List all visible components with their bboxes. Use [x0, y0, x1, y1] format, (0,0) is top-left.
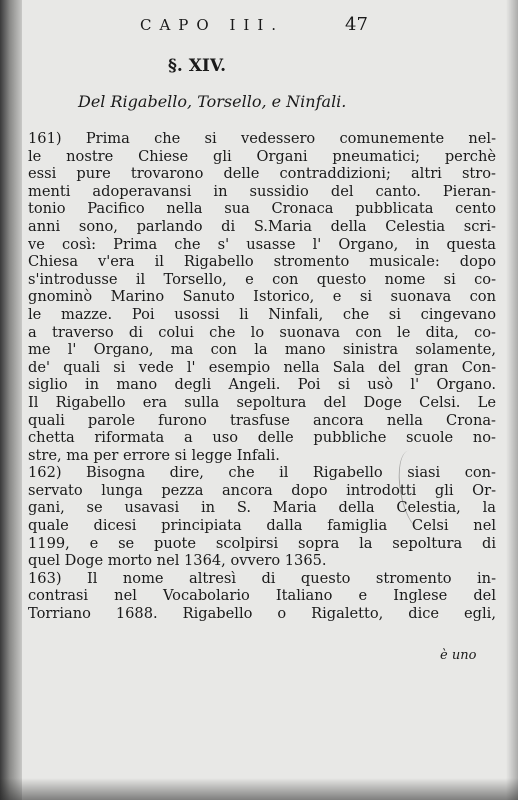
text-line: 161) Prima che si vedessero comunemente nel-: [28, 130, 496, 147]
text-line: essi pure trovarono delle contraddizioni; altri stro-: [28, 165, 496, 183]
text-line: 1199, e se puote scolpirsi sopra la sepoltura di: [28, 534, 496, 552]
catchword: è uno: [440, 648, 477, 663]
text-line: ve così: Prima che s' usasse l' Organo, in questa: [28, 235, 496, 253]
page-number: 47: [345, 14, 368, 35]
text-line: stre, ma per errore si legge Infali.: [28, 446, 280, 464]
text-line: me l' Organo, ma con la mano sinistra solamente,: [28, 341, 496, 359]
text-line: contrasi nel Vocabolario Italiano e Inglese del: [28, 587, 496, 605]
section-title: Del Rigabello, Torsello, e Ninfali.: [78, 92, 347, 111]
text-line: Chiesa v'era il Rigabello stromento musicale: dopo: [28, 253, 496, 271]
running-header: CAPO III.: [140, 16, 285, 34]
text-line: le nostre Chiese gli Organi pneumatici; perchè: [28, 147, 496, 165]
text-line: a traverso di colui che lo suonava con le dita, co-: [28, 323, 496, 341]
text-line: siglio in mano degli Angeli. Poi si usò l' Organo.: [28, 376, 496, 394]
text-line: 163) Il nome altresì di questo stromento in-: [28, 569, 496, 587]
page-edge-shadow: [506, 0, 518, 800]
text-line: quel Doge morto nel 1364, ovvero 1365.: [28, 552, 327, 570]
text-line: tonio Pacifico nella sua Cronaca pubblicata cento: [28, 200, 496, 218]
text-line: chetta riformata a uso delle pubbliche scuole no-: [28, 429, 496, 447]
text-line: Torriano 1688. Rigabello o Rigaletto, dice egli,: [28, 605, 496, 623]
body-text: [28, 130, 496, 623]
text-line: de' quali si vede l' esempio nella Sala del gran Con-: [28, 358, 496, 376]
text-line: le mazze. Poi usossi li Ninfali, che si cingevano: [28, 305, 496, 323]
text-line: gnominò Marino Sanuto Istorico, e si suonava con: [28, 288, 496, 306]
text-line: 162) Bisogna dire, che il Rigabello siasi con-: [28, 464, 496, 482]
page-bottom-shadow: [0, 778, 518, 800]
text-line: quali parole furono trasfuse ancora nella Crona-: [28, 411, 496, 429]
text-line: quale dicesi principiata dalla famiglia Celsi nel: [28, 517, 496, 535]
text-line: menti adoperavansi in sussidio del canto. Pieran-: [28, 182, 496, 200]
section-heading: §. XIV.: [168, 56, 227, 76]
text-line: servato lunga pezza ancora dopo introdotti gli Or-: [28, 481, 496, 499]
text-line: anni sono, parlando di S.Maria della Celestia scri-: [28, 217, 496, 235]
text-line: gani, se usavasi in S. Maria della Celestia, la: [28, 499, 496, 517]
page-gutter-shadow: [0, 0, 22, 800]
text-line: Il Rigabello era sulla sepoltura del Doge Celsi. Le: [28, 393, 496, 411]
text-line: s'introdusse il Torsello, e con questo nome si co-: [28, 270, 496, 288]
